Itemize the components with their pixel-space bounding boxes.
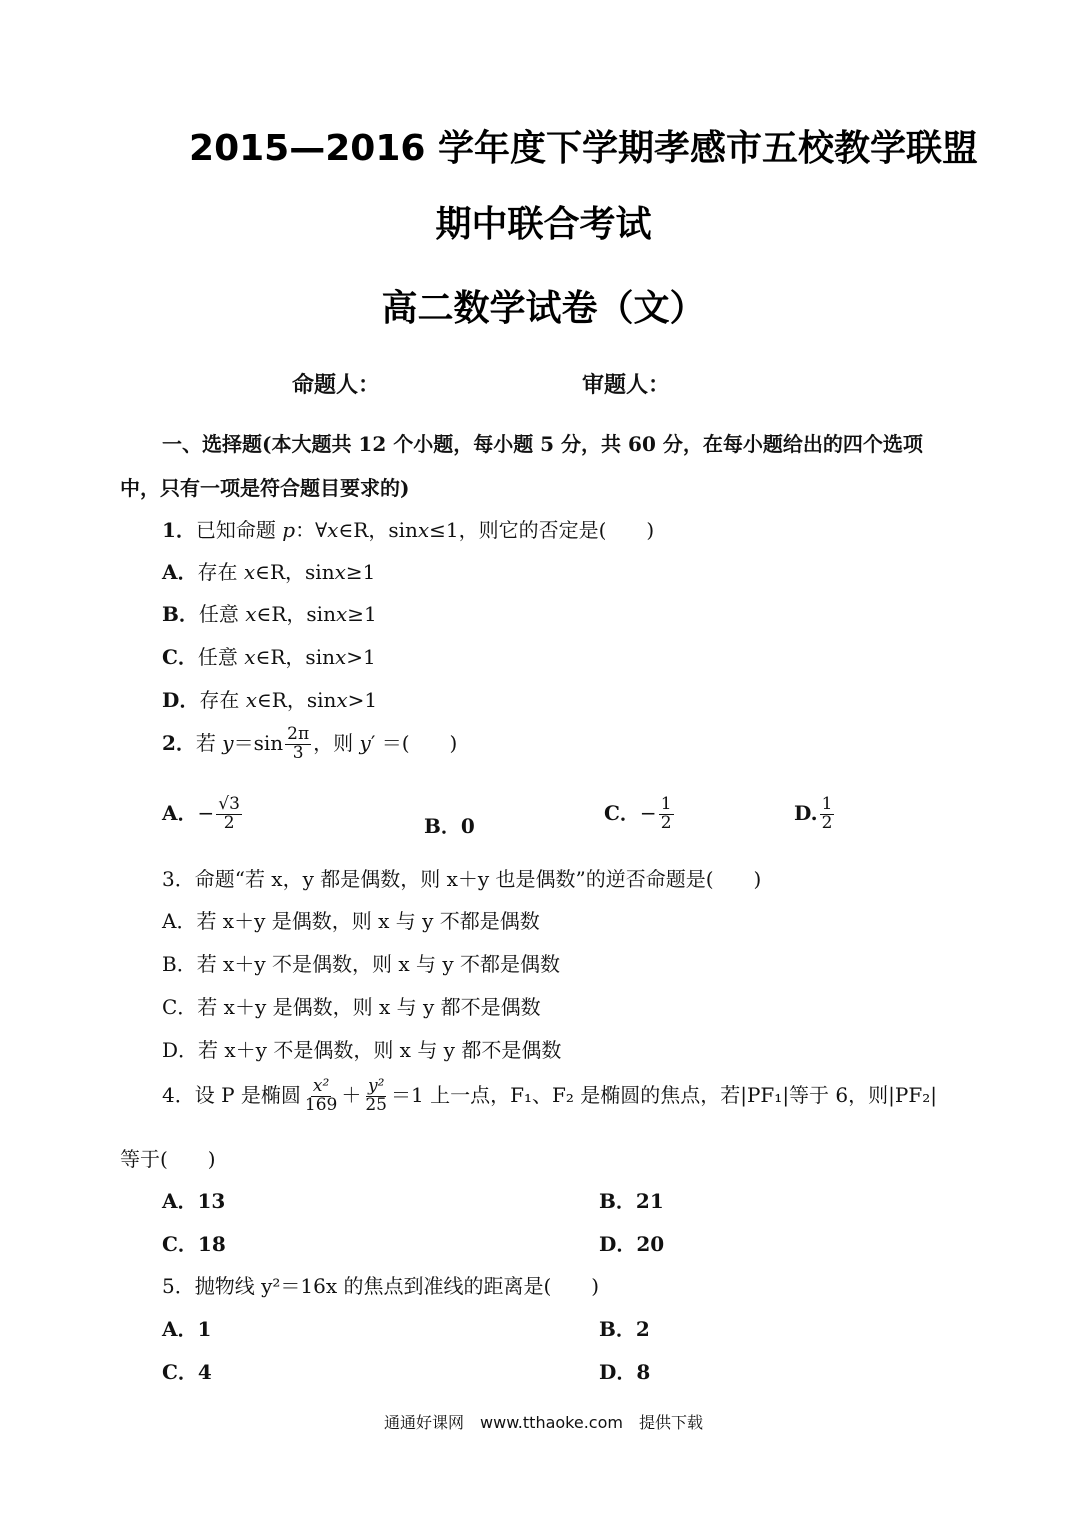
q1-stem-text-b: ：∀ — [295, 518, 328, 542]
q4-fraction-y-num: y² — [367, 1076, 385, 1096]
q1-var-x: x — [327, 518, 339, 542]
q1-stem-text-a: 已知命题 — [195, 518, 283, 542]
q1-option-d-label: D． — [162, 688, 200, 712]
q2-option-a — [162, 796, 244, 833]
q2-stem-text-c: ，则 — [313, 730, 360, 755]
section1-intro-line2: 中，只有一项是符合题目要求的) — [120, 476, 410, 500]
q2-option-a-sign: − — [197, 800, 215, 825]
q2-fraction-num: 2π — [287, 724, 310, 744]
author-label: 命题人： — [292, 373, 381, 398]
q2-option-c-sign: − — [639, 800, 657, 825]
q2-option-a-fraction — [216, 796, 242, 833]
q3-option-d: D．若 x＋y 不是偶数，则 x 与 y 都不是偶数 — [162, 1038, 562, 1062]
q2-stem-text-a: 若 — [195, 730, 223, 755]
q2-var-y2: y — [359, 730, 371, 755]
q1-option-b — [162, 598, 377, 627]
q2-fraction — [285, 726, 311, 763]
q2-option-b: B．0 — [424, 814, 475, 838]
q4-stem-line1 — [162, 1078, 937, 1115]
q5-option-d: D．8 — [599, 1360, 651, 1384]
q1-option-a-post: ≥1 — [345, 560, 376, 584]
q4-stem-line2: 等于( ) — [120, 1147, 216, 1171]
q1-option-d-post: >1 — [347, 688, 378, 712]
q1-option-b-pre: 任意 — [198, 602, 246, 626]
q2-stem-text-d: ′ ＝( ) — [370, 730, 458, 755]
q1-option-a-mid: ∈R，sin — [255, 560, 335, 584]
q1-option-a-var: x — [243, 560, 256, 584]
q1-option-d-var: x — [245, 688, 257, 712]
section1-intro-line1: 一、选择题(本大题共 12 个小题，每小题 5 分，共 60 分，在每小题给出的四个选项 — [162, 432, 923, 456]
q4-stem-text-a: 4．设 P 是椭圆 — [162, 1082, 301, 1107]
q1-number: 1． — [162, 518, 196, 542]
q2-option-a-num: √3 — [218, 794, 240, 814]
q2-option-c-den: 2 — [660, 812, 672, 833]
q3-option-b: B．若 x＋y 不是偶数，则 x 与 y 不都是偶数 — [162, 952, 560, 976]
q1-option-c-post: >1 — [346, 645, 376, 669]
q1-option-d-var2: x — [336, 688, 348, 712]
q4-option-d: D．20 — [599, 1232, 665, 1256]
q5-option-c: C．4 — [162, 1360, 212, 1384]
q1-option-c — [162, 641, 376, 670]
q2-option-d-den: 2 — [821, 812, 833, 833]
q2-option-d-label: D. — [794, 800, 818, 825]
q2-option-a-label: A． — [162, 800, 198, 825]
q1-option-c-var2: x — [334, 645, 347, 669]
q2-option-d-fraction — [820, 796, 835, 833]
q5-stem: 5．抛物线 y²＝16x 的焦点到准线的距离是( ) — [162, 1274, 600, 1298]
q2-fraction-den: 3 — [292, 742, 304, 763]
q2-option-c-num: 1 — [660, 794, 672, 814]
q2-stem-text-b: ＝sin — [233, 730, 284, 755]
q3-option-a: A．若 x＋y 是偶数，则 x 与 y 不都是偶数 — [162, 909, 540, 933]
q2-stem — [162, 726, 457, 763]
q1-option-a-pre: 存在 — [197, 560, 244, 584]
q5-option-b: B．2 — [599, 1317, 650, 1341]
q2-option-c — [604, 796, 676, 833]
q1-option-a-var2: x — [334, 560, 346, 584]
q1-option-b-var: x — [245, 602, 257, 626]
q4-fraction-x-num: x² — [312, 1076, 330, 1096]
q4-fraction-x — [303, 1078, 339, 1115]
q1-var-p: p — [282, 518, 296, 542]
q1-option-d-mid: ∈R，sin — [256, 688, 337, 712]
q4-plus: ＋ — [341, 1082, 362, 1107]
q4-stem-text-b: ＝1 上一点，F₁、F₂ 是椭圆的焦点，若|PF₁|等于 6，则|PF₂| — [391, 1082, 937, 1107]
q2-number: 2． — [162, 730, 196, 755]
footer-source: 通通好课网 www.tthaoke.com 提供下载 — [384, 1413, 703, 1432]
q1-stem — [162, 514, 654, 543]
q1-option-b-mid: ∈R，sin — [256, 602, 336, 626]
q2-option-c-label: C． — [604, 800, 640, 825]
q1-option-c-label: C． — [162, 645, 198, 669]
q1-option-c-pre: 任意 — [197, 645, 245, 669]
q4-fraction-x-den: 169 — [304, 1094, 338, 1115]
q1-option-d-pre: 存在 — [199, 688, 246, 712]
q3-stem: 3．命题“若 x，y 都是偶数，则 x＋y 也是偶数”的逆否命题是( ) — [162, 867, 762, 891]
q2-var-y: y — [222, 730, 234, 755]
q1-option-a-label: A． — [162, 560, 198, 584]
reviewer-label: 审题人： — [582, 373, 671, 398]
q4-option-c: C．18 — [162, 1232, 226, 1256]
q5-option-a: A．1 — [162, 1317, 212, 1341]
q1-option-b-var2: x — [335, 602, 348, 626]
q1-option-b-label: B． — [162, 602, 199, 626]
q1-var-x2: x — [417, 518, 430, 542]
q2-option-c-fraction — [659, 796, 674, 833]
q3-option-c: C．若 x＋y 是偶数，则 x 与 y 都不是偶数 — [162, 995, 541, 1019]
exam-title-line2: 期中联合考试 — [435, 204, 652, 245]
q1-option-c-mid: ∈R，sin — [255, 645, 335, 669]
exam-title-line1: 2015—2016 学年度下学期孝感市五校教学联盟 — [189, 128, 978, 169]
q2-option-d-num: 1 — [821, 794, 833, 814]
q1-option-a — [162, 556, 375, 585]
q2-option-a-den: 2 — [223, 812, 235, 833]
q4-option-a: A．13 — [162, 1189, 226, 1213]
q1-option-b-post: ≥1 — [347, 602, 377, 626]
q1-stem-text-c: ∈R，sin — [338, 518, 418, 542]
q2-option-d — [794, 796, 836, 833]
q1-stem-text-d: ≤1，则它的否定是( ) — [429, 518, 655, 542]
exam-title-line3: 高二数学试卷（文） — [381, 288, 706, 329]
q1-option-d — [162, 684, 377, 713]
q4-fraction-y-den: 25 — [365, 1094, 387, 1115]
q1-option-c-var: x — [244, 645, 256, 669]
q4-fraction-y — [363, 1078, 389, 1115]
q4-option-b: B．21 — [599, 1189, 664, 1213]
